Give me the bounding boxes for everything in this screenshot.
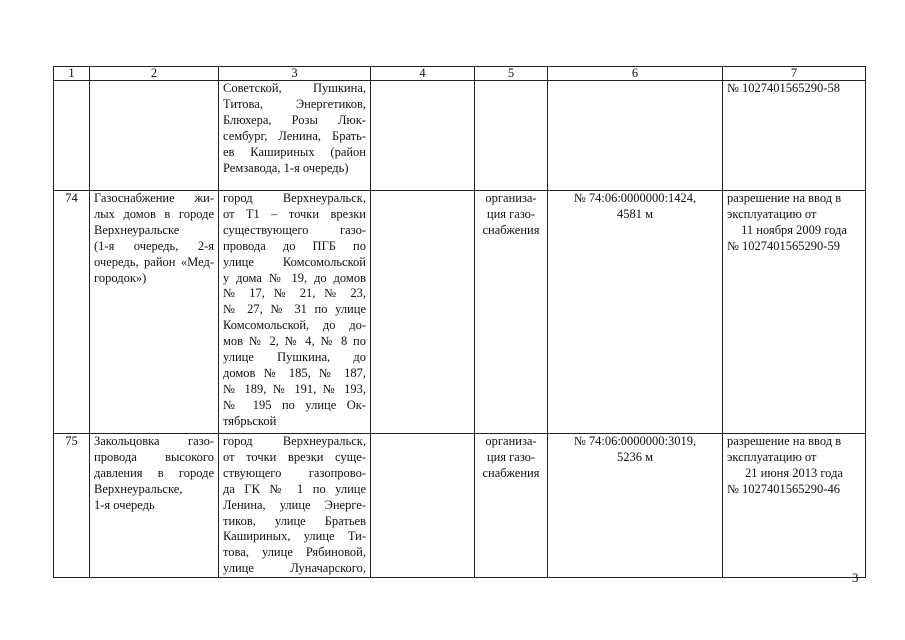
permit-cell: № 1027401565290-58 [723, 81, 866, 191]
row-number-cell: 75 [54, 434, 90, 578]
row-number-cell: 74 [54, 191, 90, 434]
organization-cell [475, 81, 548, 191]
permit-cell: разрешение на ввод в эксплуатацию от 21 июня 2013 года № 1027401565290-46 [723, 434, 866, 578]
header-row [54, 67, 866, 81]
empty-cell [371, 81, 475, 191]
organization-cell: организа- ция газо- снабжения [475, 191, 548, 434]
location-cell: город Верхнеуральск, от Т1 – точки врезки существующего газо- провода до ПГБ по улице Комсомольской у дома № 19, до домов № 17, № 21, № 23, № 27, № 31 по улице Комсомольской, до до- мов № 2, № 4, № 8 по улице Пушкина, до домов № 185, № 187, № 189, № 191, № 193, № 195 по улице Ок- тябрьской [219, 191, 371, 434]
header-cell: 2 [90, 67, 219, 81]
header-cell: 6 [548, 67, 723, 81]
location-cell: Советской, Пушкина, Титова, Энергетиков, Блюхера, Розы Люк- сембург, Ленина, Брать- ев Кашириных (район Ремзавода, 1-я очередь) [219, 81, 371, 191]
permit-cell: разрешение на ввод в эксплуатацию от 11 ноября 2009 года № 1027401565290-59 [723, 191, 866, 434]
table-row-75 [54, 434, 866, 578]
object-name-cell [90, 81, 219, 191]
header-cell: 5 [475, 67, 548, 81]
page-number: 3 [852, 570, 859, 585]
object-name-cell: Закольцовка газо- провода высокого давления в городе Верхнеуральске, 1-я очередь [90, 434, 219, 578]
header-cell: 7 [723, 67, 866, 81]
empty-cell [371, 191, 475, 434]
table-row-continued [54, 81, 866, 191]
table-row-74 [54, 191, 866, 434]
header-cell: 1 [54, 67, 90, 81]
registry-table [53, 66, 866, 578]
object-name-cell: Газоснабжение жи- лых домов в городе Верхнеуральске (1-я очередь, 2-я очередь, район «Мед- городок») [90, 191, 219, 434]
empty-cell [371, 434, 475, 578]
header-cell: 4 [371, 67, 475, 81]
cadastral-cell: № 74:06:0000000:3019, 5236 м [548, 434, 723, 578]
cadastral-cell [548, 81, 723, 191]
location-cell: город Верхнеуральск, от точки врезки суще- ствующего газопрово- да ГК № 1 по улице Ленина, улице Энерге- тиков, улице Братьев Кашириных, улице Ти- това, улице Рябиновой, улице Луначарского, [219, 434, 371, 578]
row-number-cell [54, 81, 90, 191]
header-cell: 3 [219, 67, 371, 81]
cadastral-cell: № 74:06:0000000:1424, 4581 м [548, 191, 723, 434]
organization-cell: организа- ция газо- снабжения [475, 434, 548, 578]
